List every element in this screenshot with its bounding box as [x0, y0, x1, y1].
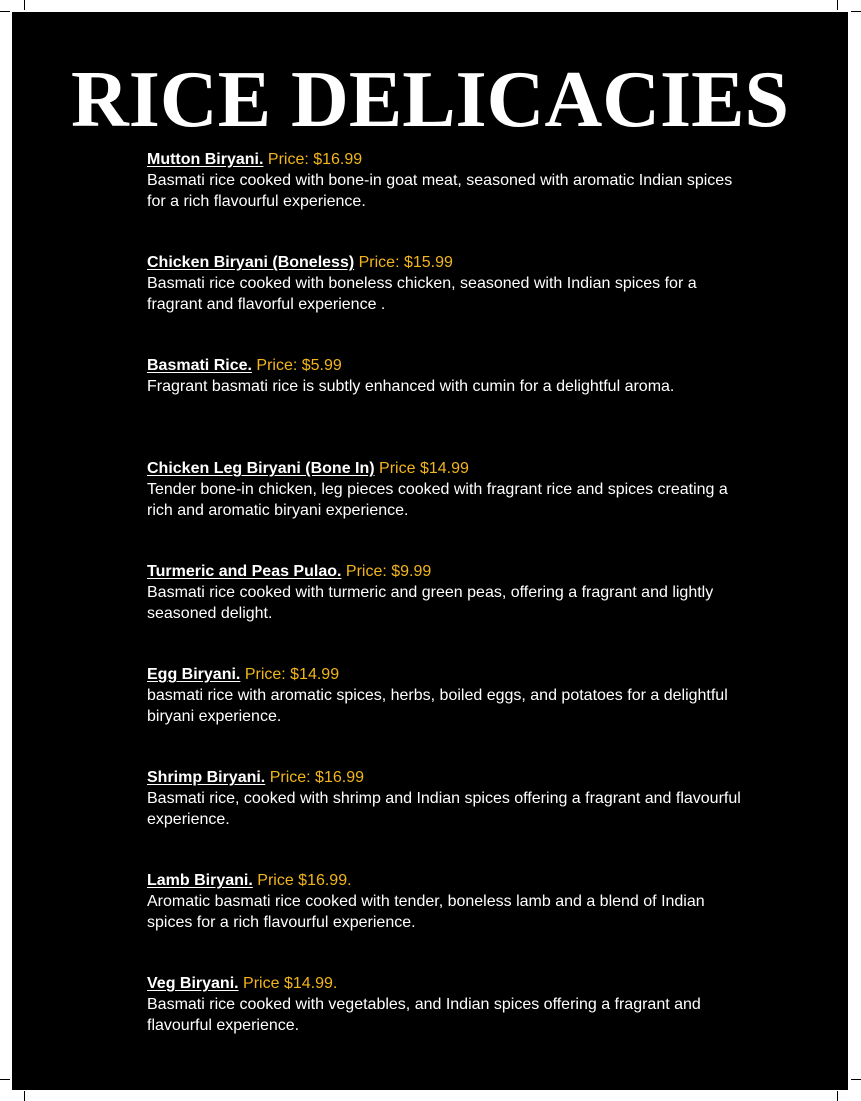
menu-item-turmeric-peas-pulao [147, 562, 747, 665]
menu-item-description: Basmati rice cooked with boneless chicken, seasoned with Indian spices for a fragrant and flavorful experience . [147, 275, 697, 313]
menu-title: RICE DELICACIES [71, 56, 789, 144]
menu-item-name: Chicken Leg Biryani (Bone In) [147, 460, 375, 477]
menu-item-name: Turmeric and Peas Pulao. [147, 563, 342, 580]
menu-item-name: Basmati Rice. [147, 357, 252, 374]
menu-item-heading [147, 459, 747, 479]
menu-item-heading [147, 150, 747, 170]
menu-item-name: Chicken Biryani (Boneless) [147, 254, 355, 271]
menu-item-name: Lamb Biryani. [147, 872, 253, 889]
menu-item-heading [147, 871, 747, 891]
menu-item-name: Mutton Biryani. [147, 151, 264, 168]
menu-item-price: Price: $14.99 [244, 666, 340, 683]
menu-item-price: Price: $15.99 [358, 254, 453, 271]
menu-item-lamb-biryani [147, 871, 747, 974]
menu-item-name: Veg Biryani. [147, 975, 239, 992]
crop-mark [24, 1091, 25, 1101]
menu-item-price: Price $14.99 [379, 460, 469, 477]
menu-item-mutton-biryani [147, 150, 747, 253]
crop-mark [851, 1079, 861, 1080]
menu-item-price: Price: $16.99 [269, 769, 364, 786]
menu-item-price: Price: $9.99 [345, 563, 432, 580]
menu-item-description: Basmati rice cooked with turmeric and green peas, offering a fragrant and lightly seasoned delight. [147, 584, 714, 622]
menu-item-name: Shrimp Biryani. [147, 769, 266, 786]
menu-items-list [147, 150, 747, 1077]
crop-mark [837, 0, 838, 10]
menu-item-price: Price: $16.99 [267, 151, 363, 168]
crop-mark [0, 11, 10, 12]
menu-item-description: Fragrant basmati rice is subtly enhanced with cumin for a delightful aroma. [147, 378, 675, 395]
menu-item-heading [147, 768, 747, 788]
menu-page [12, 12, 848, 1090]
menu-item-price: Price: $5.99 [256, 357, 342, 374]
menu-item-heading [147, 562, 747, 582]
menu-item-chicken-leg-biryani [147, 459, 747, 562]
menu-item-name: Egg Biryani. [147, 666, 241, 683]
menu-item-description: Basmati rice cooked with bone-in goat meat, seasoned with aromatic Indian spices for a rich flavourful experience. [147, 172, 733, 210]
menu-item-description: Basmati rice, cooked with shrimp and Indian spices offering a fragrant and flavourful experience. [147, 790, 741, 828]
menu-item-description: Basmati rice cooked with vegetables, and Indian spices offering a fragrant and flavourful experience. [147, 996, 701, 1034]
menu-item-veg-biryani [147, 974, 747, 1077]
menu-item-heading [147, 253, 747, 273]
menu-item-heading [147, 356, 747, 376]
crop-mark [837, 1091, 838, 1101]
menu-item-heading [147, 665, 747, 685]
crop-mark [0, 1079, 10, 1080]
menu-item-price: Price $14.99. [243, 975, 338, 992]
menu-item-heading [147, 974, 747, 994]
menu-item-description: Aromatic basmati rice cooked with tender, boneless lamb and a blend of Indian spices for a rich flavourful experience. [147, 893, 705, 931]
menu-item-price: Price $16.99. [257, 872, 352, 889]
menu-item-shrimp-biryani [147, 768, 747, 871]
menu-item-basmati-rice [147, 356, 747, 459]
menu-item-chicken-biryani [147, 253, 747, 356]
crop-mark [851, 11, 861, 12]
crop-mark [24, 0, 25, 10]
menu-item-description: Tender bone-in chicken, leg pieces cooked with fragrant rice and spices creating a rich and aromatic biryani experience. [147, 481, 728, 519]
menu-item-description: basmati rice with aromatic spices, herbs, boiled eggs, and potatoes for a delightful biryani experience. [147, 687, 728, 725]
menu-item-egg-biryani [147, 665, 747, 768]
